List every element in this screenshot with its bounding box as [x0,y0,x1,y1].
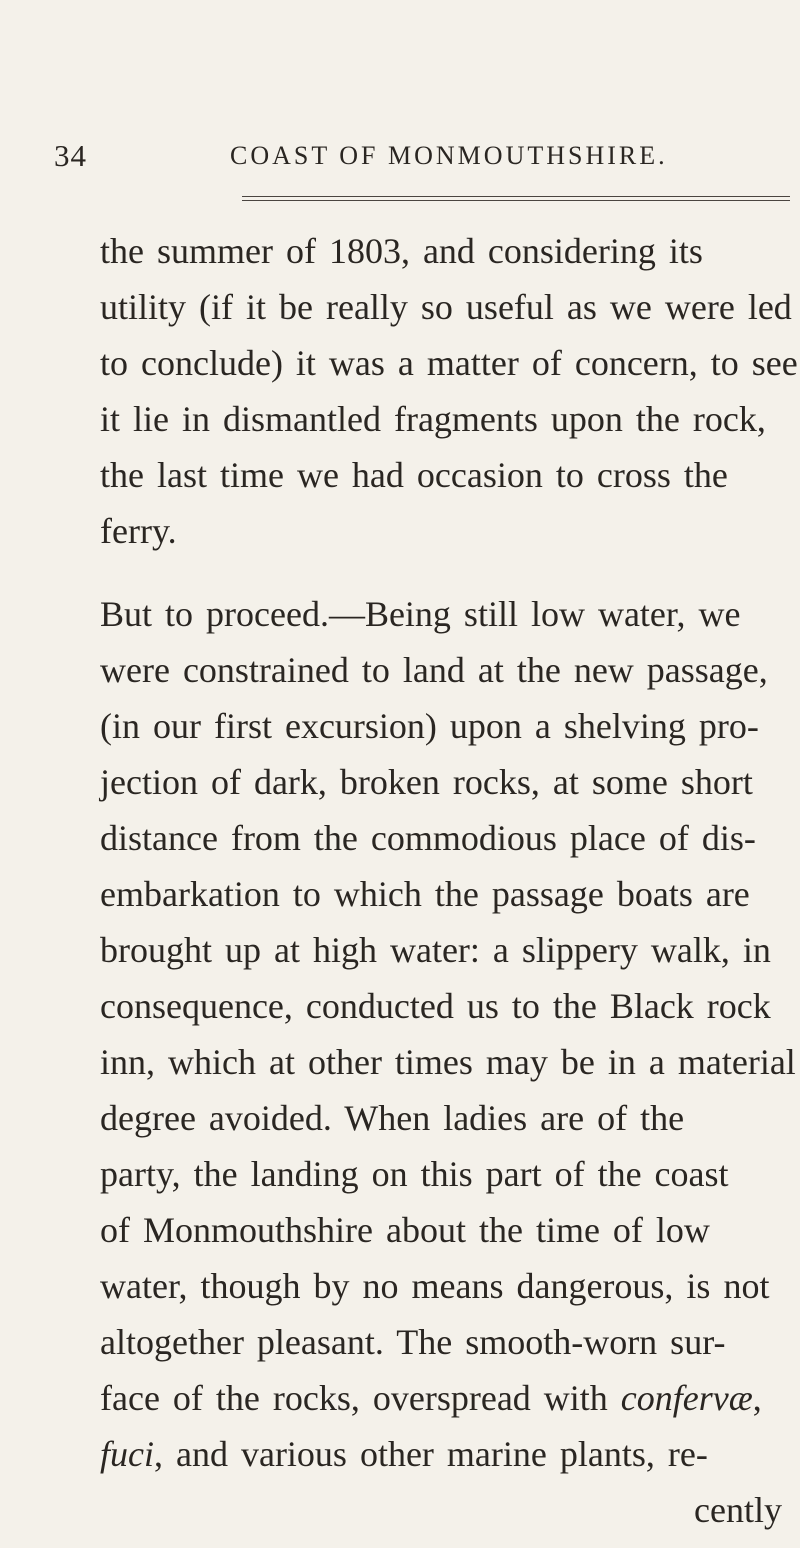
text-line: (in our first excursion) upon a shelving pro- [100,706,759,746]
header-rule-double [242,200,790,201]
catchword: cently [694,1490,782,1530]
paragraph-gap [100,559,800,586]
text-line: utility (if it be really so useful as we were led [100,287,792,327]
text-line: of Monmouthshire about the time of low [100,1210,710,1250]
text-span: face of the rocks, overspread with [100,1378,621,1418]
text-line: brought up at high water: a slippery walk, in [100,930,771,970]
page-header [54,136,774,176]
text-line: jection of dark, broken rocks, at some short [100,762,753,802]
text-line: the summer of 1803, and considering its [100,231,703,271]
page-number: 34 [54,138,87,173]
text-span: , [752,1378,762,1418]
text-line: ferry. [100,511,177,551]
text-line: water, though by no means dangerous, is not [100,1266,770,1306]
text-line [100,1370,800,1426]
italic-term: confervæ [620,1378,753,1418]
text-line: consequence, conducted us to the Black rock [100,986,771,1026]
text-line: distance from the commodious place of dis- [100,818,756,858]
running-head: COAST OF MONMOUTHSHIRE. [230,141,668,170]
text-line: party, the landing on this part of the coast [100,1154,729,1194]
paragraph-1 [100,223,800,559]
italic-term: fuci [100,1434,154,1474]
text-line: it lie in dismantled fragments upon the rock, [100,399,766,439]
text-span: , and various other marine plants, re- [153,1434,708,1474]
text-line: degree avoided. When ladies are of the [100,1098,685,1138]
text-line: embarkation to which the passage boats are [100,874,750,914]
body-text [100,223,800,1538]
text-line: altogether pleasant. The smooth-worn sur- [100,1322,726,1362]
text-line: But to proceed.—Being still low water, we [100,594,741,634]
paragraph-2 [100,586,800,1538]
header-rule [242,196,790,197]
text-line: the last time we had occasion to cross the [100,455,728,495]
text-line: inn, which at other times may be in a material [100,1042,796,1082]
text-line [100,1426,800,1482]
text-line: to conclude) it was a matter of concern, to see [100,343,798,383]
text-line: were constrained to land at the new passage, [100,650,768,690]
